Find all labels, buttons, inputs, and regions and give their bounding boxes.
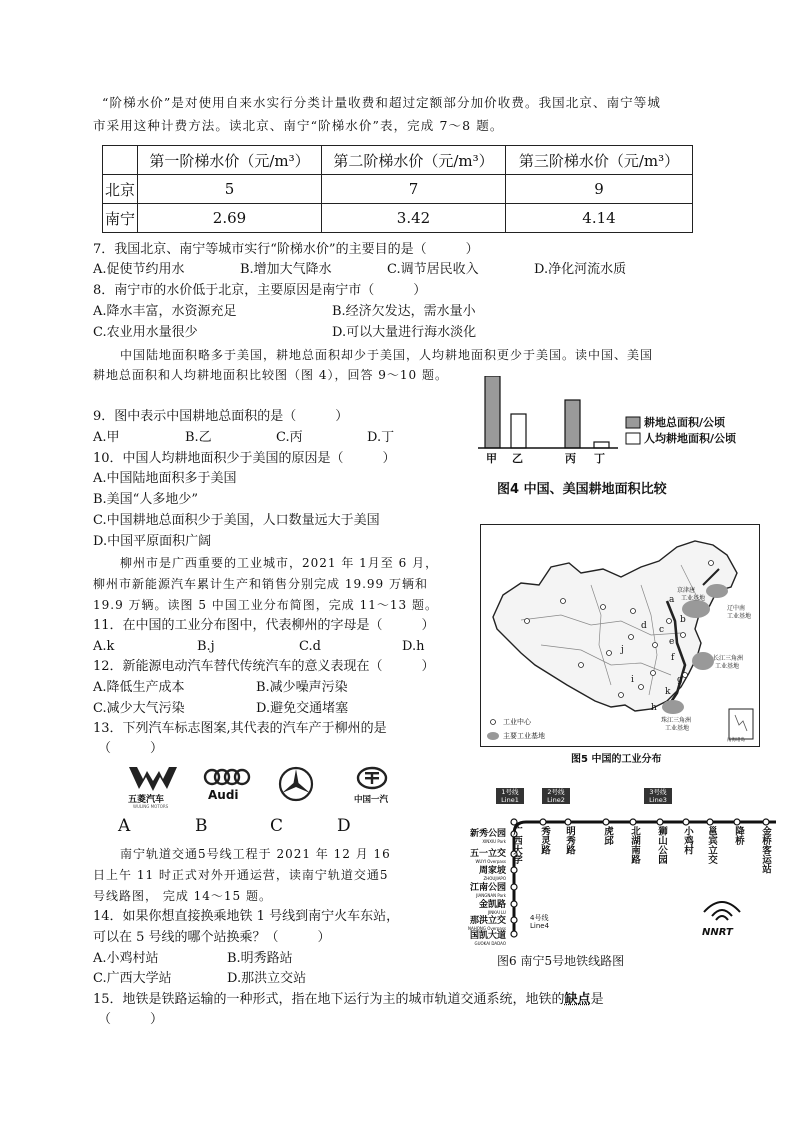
label-zhujiang: 珠江三角洲 — [661, 717, 692, 724]
figure-5-frame — [480, 524, 760, 747]
q7-stem: 7．我国北京、南宁等城市实行“阶梯水价”的主要目的是（ ） — [93, 242, 479, 257]
table-cell-city: 南宁 — [103, 204, 138, 233]
q15-stem-emphasis: 缺点 — [564, 992, 591, 1007]
line3-sub: Line3 — [649, 796, 667, 804]
station-mingxiu-lu: 明秀路 — [564, 826, 575, 855]
label-changjiang-2: 工业基地 — [715, 663, 740, 670]
letter-j: j — [621, 645, 624, 655]
intro2-line-1: 中国陆地面积略多于美国，耕地总面积却少于美国，人均耕地面积更少于美国。读中国、美国 — [120, 348, 654, 362]
q9-option-a[interactable]: A.甲 — [93, 430, 120, 445]
station-huqiu: 虎邱 — [602, 826, 613, 845]
table-corner — [103, 146, 138, 175]
bar-jia — [485, 376, 500, 448]
line1-label: 1号线 — [501, 788, 519, 796]
audi-logo-icon — [203, 767, 253, 787]
legend-total-swatch — [626, 417, 640, 428]
station-name: 江南公园 — [469, 883, 506, 893]
q9-option-d[interactable]: D.丁 — [367, 430, 395, 445]
line4-sub: Line4 — [530, 922, 550, 930]
q11-option-b[interactable]: B.j — [197, 639, 215, 654]
station-name: 那洪立交 — [469, 916, 506, 926]
line1-badge — [496, 788, 524, 804]
table-header: 第二阶梯水价（元/m³） — [322, 146, 506, 175]
intro4-line-3: 号线路图， 完成 14～15 题。 — [93, 889, 272, 903]
q14-option-a[interactable]: A.小鸡村站 — [93, 951, 159, 966]
station-en: ZHOUJIAPO — [483, 876, 506, 881]
q15-stem — [93, 990, 604, 1010]
line4-badge — [530, 914, 549, 930]
legend-center-symbol — [491, 720, 496, 725]
q10-option-c[interactable]: C.中国耕地总面积少于美国，人口数量远大于美国 — [93, 513, 380, 528]
q8-stem: 8．南宁市的水价低于北京，主要原因是南宁市（ ） — [93, 283, 427, 298]
faw-brand-text: 中国一汽 — [354, 795, 389, 805]
china-map — [481, 525, 759, 746]
q7-option-c[interactable]: C.调节居民收入 — [387, 262, 479, 277]
intro4-line-1: 南宁轨道交通5号线工程于 2021 年 12 月 16 — [120, 847, 391, 861]
intro3-line-2: 柳州市新能源汽车累计生产和销售分别完成 19.99 万辆和 — [93, 577, 428, 591]
station-name: 五一立交 — [469, 849, 506, 859]
legend-per-capita-swatch — [626, 433, 640, 444]
mercedes-logo-icon — [278, 766, 314, 802]
q9-option-b[interactable]: B.乙 — [185, 430, 212, 445]
figure-6-caption: 图6 南宁5号地铁线路图 — [497, 954, 625, 968]
q8-option-c[interactable]: C.农业用水量很少 — [93, 325, 198, 340]
q10-stem: 10．中国人均耕地面积少于美国的原因是（ ） — [93, 451, 396, 466]
legend-per-capita-label: 人均耕地面积/公顷 — [644, 432, 737, 445]
q14-stem-1: 14．如果你想直接换乘地铁 1 号线到南宁火车东站， — [93, 909, 400, 924]
wuling-sub-text: WULING MOTORS — [133, 804, 169, 809]
station-beihu-nanlu: 北湖南路 — [629, 826, 640, 864]
line2-sub: Line2 — [547, 796, 565, 804]
station-guangxi-daxue: 广西大学 — [511, 826, 522, 864]
q7-option-b[interactable]: B.增加大气降水 — [240, 262, 332, 277]
label-south-sea: 南海诸岛 — [727, 738, 745, 743]
table-cell: 2.69 — [138, 204, 322, 233]
bar-label-bing: 丙 — [565, 452, 576, 465]
intro-line-1: “阶梯水价”是对使用自来水实行分类计量收费和超过定额部分加价收费。我国北京、南宁等城 — [102, 95, 661, 110]
logo-letter-a[interactable]: A — [118, 816, 131, 836]
q10-option-d[interactable]: D.中国平原面积广阔 — [93, 534, 212, 549]
station-en: GUOKAI DADAO — [474, 941, 506, 946]
table-cell: 9 — [506, 175, 693, 204]
label-jingjin: 京津唐 — [677, 587, 696, 594]
letter-k: k — [665, 687, 671, 697]
q15-stem-pre: 15．地铁是铁路运输的一种形式，指在地下运行为主的城市轨道交通系统，地铁的 — [93, 992, 565, 1007]
q11-stem: 11．在中国的工业分布图中，代表柳州的字母是（ ） — [93, 618, 435, 633]
table-header: 第三阶梯水价（元/m³） — [506, 146, 693, 175]
label-zhujiang-2: 工业基地 — [665, 725, 690, 732]
q14-option-d[interactable]: D.那洪立交站 — [227, 971, 307, 986]
station-en: JINKAI LU — [487, 910, 506, 915]
nnrt-logo-text: NNRT — [702, 927, 733, 938]
q8-option-d[interactable]: D.可以大量进行海水淡化 — [332, 325, 477, 340]
q12-stem: 12．新能源电动汽车替代传统汽车的意义表现在（ ） — [93, 659, 435, 674]
q15-stem-post: 是 — [590, 992, 604, 1007]
station-shishan-park: 狮山公园 — [656, 826, 667, 864]
station-name: 新秀公园 — [469, 829, 506, 839]
table-header: 第一阶梯水价（元/m³） — [138, 146, 322, 175]
bar-bing — [565, 400, 580, 448]
line2-label: 2号线 — [547, 788, 565, 796]
south-sea-inset — [729, 709, 753, 739]
q14-option-b[interactable]: B.明秀路站 — [227, 951, 293, 966]
nnrt-logo-icon — [704, 902, 740, 920]
audi-brand-text: Audi — [208, 788, 239, 802]
station-nahong-overpass — [430, 916, 506, 931]
logo-letter-d[interactable]: D — [337, 816, 351, 836]
label-changjiang: 长江三角洲 — [713, 655, 744, 662]
q8-option-a[interactable]: A.降水丰富，水资源充足 — [93, 304, 237, 319]
q13-blank: （ ） — [98, 741, 164, 756]
logo-letter-c[interactable]: C — [270, 816, 284, 836]
q7-option-a[interactable]: A.促使节约用水 — [93, 262, 185, 277]
letter-d: d — [641, 621, 647, 631]
legend-base-symbol — [487, 732, 499, 740]
table-cell: 4.14 — [506, 204, 693, 233]
station-en: WUYI Overpass — [475, 859, 506, 864]
intro3-line-1: 柳州市是广西重要的工业城市，2021 年 1月至 6 月， — [120, 556, 439, 570]
letter-i: i — [631, 675, 634, 685]
changjiang-base — [692, 652, 714, 670]
q10-option-b[interactable]: B.美国“人多地少” — [93, 492, 198, 507]
letter-g: g — [677, 675, 683, 685]
q15-blank: （ ） — [98, 1012, 164, 1027]
intro3-line-3: 19.9 万辆。读图 5 中国工业分布简图，完成 11～13 题。 — [93, 598, 438, 612]
bar-label-yi: 乙 — [512, 452, 523, 465]
q11-option-a[interactable]: A.k — [93, 639, 115, 654]
wuling-brand-text: 五菱汽车 — [128, 795, 165, 805]
station-xiuling-lu: 秀灵路 — [539, 826, 550, 855]
line4-label: 4号线 — [530, 914, 549, 922]
station-jiangnan-park — [430, 883, 506, 898]
station-name: 周家坡 — [478, 866, 506, 876]
q12-option-d[interactable]: D.避免交通堵塞 — [256, 701, 349, 716]
wuling-logo-icon — [127, 765, 179, 795]
q12-option-a[interactable]: A.降低生产成本 — [93, 680, 185, 695]
zhujiang-base — [662, 700, 684, 714]
letter-f: f — [671, 653, 675, 663]
station-wuyi-overpass — [430, 849, 506, 864]
label-liaozhong-2: 工业基地 — [727, 613, 752, 620]
table-cell: 5 — [138, 175, 322, 204]
station-xiaojicun: 小鸡村 — [682, 826, 693, 855]
station-en: JIANGNAN Park — [476, 893, 506, 898]
bar-ding — [594, 442, 609, 448]
intro-line-2: 市采用这种计费方法。读北京、南宁“阶梯水价”表，完成 7～8 题。 — [93, 118, 504, 133]
station-name: 国凯大道 — [469, 931, 506, 941]
station-zhoujiapo — [430, 866, 506, 881]
logo-letter-b[interactable]: B — [195, 816, 208, 836]
figure-4-caption: 图4 中国、美国耕地面积比较 — [497, 482, 667, 497]
jingjin-base — [682, 600, 710, 618]
q12-option-c[interactable]: C.减少大气污染 — [93, 701, 185, 716]
line3-badge — [644, 788, 672, 804]
letter-h: h — [651, 703, 657, 713]
legend-base-label: 主要工业基地 — [503, 732, 545, 740]
legend-total-label: 耕地总面积/公顷 — [644, 416, 726, 429]
station-en: NAHONG Overpass — [467, 926, 506, 931]
line1-sub: Line1 — [501, 796, 519, 804]
station-en: XINXIU Park — [482, 839, 506, 844]
bar-yi — [511, 414, 526, 448]
line2-badge — [542, 788, 570, 804]
legend-center-label: 工业中心 — [503, 718, 531, 726]
q14-option-c[interactable]: C.广西大学站 — [93, 971, 172, 986]
bar-label-ding: 丁 — [594, 452, 605, 465]
label-jingjin-2: 工业基地 — [681, 595, 706, 602]
line3-label: 3号线 — [649, 788, 667, 796]
table-cell: 3.42 — [322, 204, 506, 233]
q10-option-a[interactable]: A.中国陆地面积多于美国 — [93, 471, 237, 486]
station-jiangqiao: 降桥 — [733, 826, 744, 845]
water-price-table — [102, 145, 693, 233]
station-jinkai-lu — [430, 900, 506, 915]
q11-option-d[interactable]: D.h — [402, 639, 425, 654]
q11-option-c[interactable]: C.d — [299, 639, 321, 654]
letter-c: c — [659, 625, 665, 635]
label-liaozhong: 辽中南 — [727, 605, 746, 612]
q7-option-d[interactable]: D.净化河流水质 — [534, 262, 627, 277]
letter-e: e — [669, 637, 675, 647]
letter-a: a — [669, 595, 675, 605]
station-yongbin-lijiao: 邕宾立交 — [706, 826, 717, 864]
q9-stem: 9．图中表示中国耕地总面积的是（ ） — [93, 409, 349, 424]
station-name: 金凯路 — [478, 900, 506, 910]
q8-option-b[interactable]: B.经济欠发达，需水量小 — [332, 304, 476, 319]
station-xinxiu-park — [430, 829, 506, 844]
station-guokai-dadao — [430, 931, 506, 946]
faw-logo-icon — [356, 766, 388, 790]
intro4-line-2: 日上午 11 时正式对外开通运营，读南宁轨道交通5 — [93, 868, 389, 882]
q13-stem: 13．下列汽车标志图案,其代表的汽车产于柳州的是 — [93, 721, 387, 736]
bar-label-jia: 甲 — [486, 452, 497, 465]
liaozhong-base — [706, 584, 728, 598]
figure-5-caption: 图5 中国的工业分布 — [571, 754, 662, 765]
letter-b: b — [680, 615, 686, 625]
table-cell: 7 — [322, 175, 506, 204]
intro2-line-2: 耕地总面积和人均耕地面积比较图（图 4），回答 9～10 题。 — [93, 368, 448, 382]
station-jinqiao-terminal: 金桥客运站 — [760, 826, 771, 874]
q14-stem-2: 可以在 5 号线的哪个站换乘？（ ） — [93, 930, 331, 945]
table-cell-city: 北京 — [103, 175, 138, 204]
q9-option-c[interactable]: C.丙 — [276, 430, 303, 445]
q12-option-b[interactable]: B.减少噪声污染 — [256, 680, 348, 695]
